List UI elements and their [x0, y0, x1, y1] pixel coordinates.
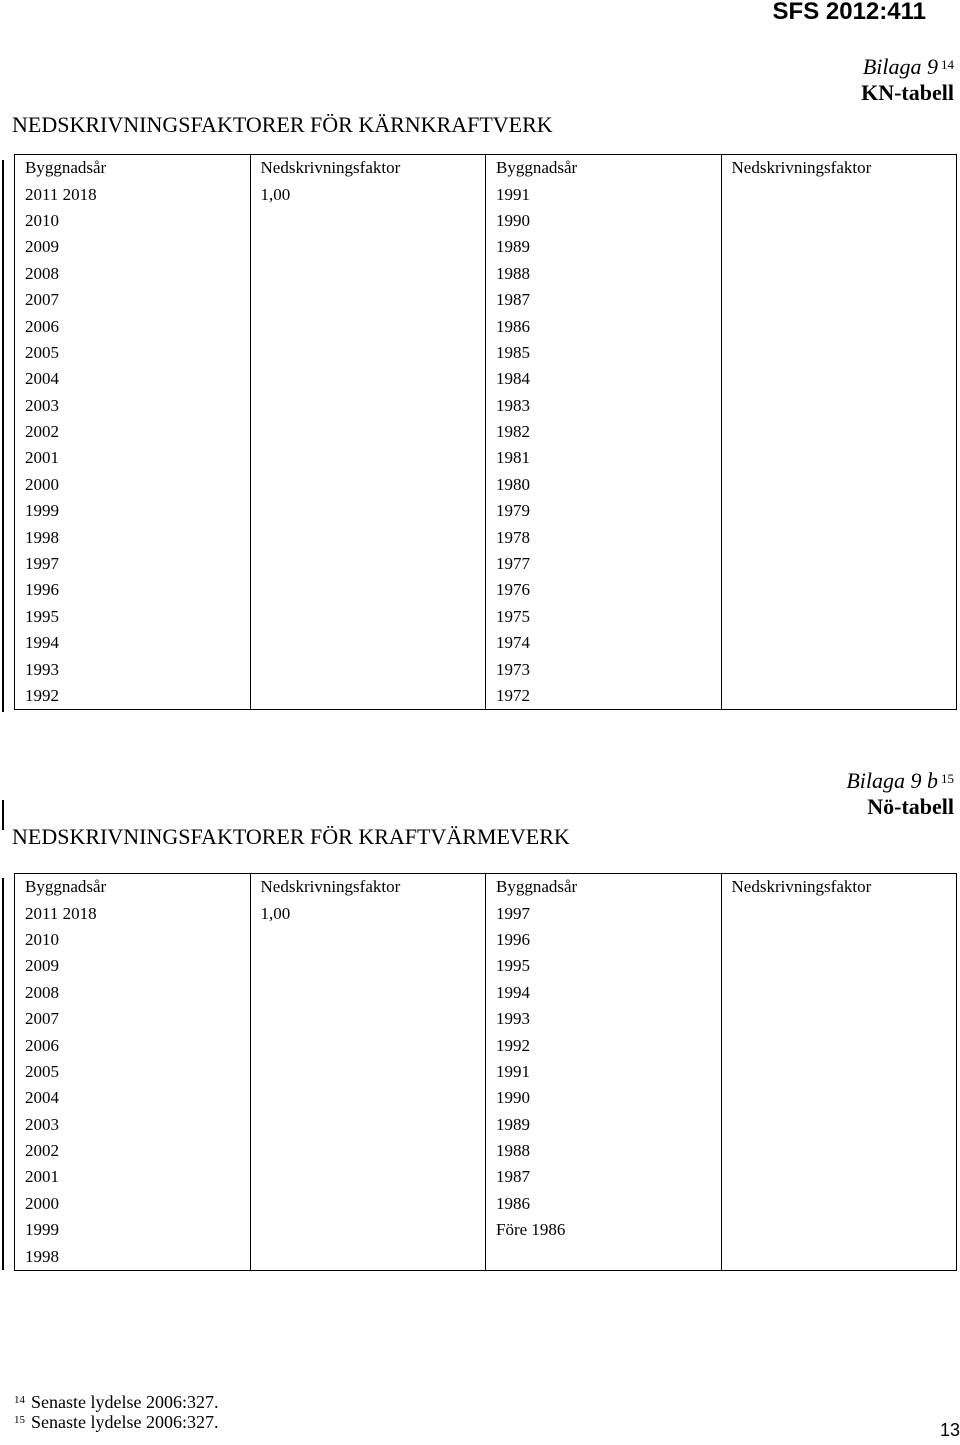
table-cell: 1991	[486, 1059, 722, 1085]
table-cell	[721, 181, 957, 207]
table-cell: 1,00	[250, 181, 486, 207]
table-cell	[486, 1243, 722, 1270]
table-cell: 1990	[486, 208, 722, 234]
table-row	[15, 1243, 957, 1270]
table-cell: 1977	[486, 551, 722, 577]
table-cell: 1988	[486, 1138, 722, 1164]
table-cell: 2001	[15, 1164, 251, 1190]
table-cell: 1976	[486, 577, 722, 603]
table-row	[15, 340, 957, 366]
table-cell: 2005	[15, 340, 251, 366]
table-row	[15, 1006, 957, 1032]
table-cell: 1987	[486, 1164, 722, 1190]
table-cell: 1995	[15, 604, 251, 630]
table-cell: 2009	[15, 234, 251, 260]
table-cell	[721, 900, 957, 926]
sfs-number: SFS 2012:411	[772, 0, 926, 25]
table-cell	[250, 287, 486, 313]
table-row	[15, 1164, 957, 1190]
table-cell: 2000	[15, 1191, 251, 1217]
table-row	[15, 1138, 957, 1164]
table-cell	[250, 927, 486, 953]
table-cell: 2007	[15, 287, 251, 313]
table-cell	[721, 577, 957, 603]
table-cell: 2009	[15, 953, 251, 979]
section-heading-karnkraftverk: NEDSKRIVNINGSFAKTORER FÖR KÄRNKRAFTVERK	[12, 112, 553, 137]
table-cell	[721, 630, 957, 656]
table-header-row	[15, 874, 957, 901]
table-cell: 2001	[15, 445, 251, 471]
table-cell	[721, 498, 957, 524]
footnote-ref: 15	[941, 771, 954, 786]
appendix-label-9b	[846, 768, 954, 820]
table-cell	[250, 1243, 486, 1270]
table-row	[15, 1191, 957, 1217]
table-cell: 1994	[486, 980, 722, 1006]
table-cell	[721, 1164, 957, 1190]
column-header: Byggnadsår	[486, 155, 722, 182]
table-cell: 1,00	[250, 900, 486, 926]
table-cell	[250, 419, 486, 445]
table-cell	[721, 927, 957, 953]
table-cell: 2005	[15, 1059, 251, 1085]
table-cell	[250, 261, 486, 287]
table-cell: 1997	[15, 551, 251, 577]
column-header: Byggnadsår	[486, 874, 722, 901]
appendix-title: Bilaga 9 b	[846, 768, 938, 793]
table-cell	[250, 1059, 486, 1085]
table-cell: 1975	[486, 604, 722, 630]
table-cell	[250, 445, 486, 471]
table-cell: 1986	[486, 313, 722, 339]
footnote-text: Senaste lydelse 2006:327.	[31, 1392, 219, 1412]
table-cell: 1993	[486, 1006, 722, 1032]
table-name: KN-tabell	[861, 80, 954, 105]
table-cell	[250, 1217, 486, 1243]
column-header: Byggnadsår	[15, 874, 251, 901]
table-cell	[250, 980, 486, 1006]
footnote-number: 14	[14, 1394, 25, 1406]
table-name: Nö-tabell	[867, 794, 954, 819]
appendix-title: Bilaga 9	[862, 54, 938, 79]
table-cell: 2002	[15, 419, 251, 445]
table-cell: 2010	[15, 927, 251, 953]
table-cell	[721, 551, 957, 577]
table-cell: 1993	[15, 656, 251, 682]
table-cell: 1989	[486, 1112, 722, 1138]
table-cell: 2008	[15, 980, 251, 1006]
table-cell	[721, 393, 957, 419]
table-cell	[721, 1032, 957, 1058]
table-cell: 1985	[486, 340, 722, 366]
table-cell: 1991	[486, 181, 722, 207]
table-row	[15, 234, 957, 260]
table-cell: 1999	[15, 498, 251, 524]
table-cell: 1998	[15, 1243, 251, 1270]
footnote-number: 15	[14, 1414, 25, 1426]
table-cell	[250, 393, 486, 419]
table-row	[15, 577, 957, 603]
table-row	[15, 498, 957, 524]
table-cell	[250, 683, 486, 710]
table-cell: 1992	[486, 1032, 722, 1058]
page-number: 13	[939, 1420, 960, 1440]
column-header: Nedskrivningsfaktor	[721, 155, 957, 182]
table-cell	[721, 366, 957, 392]
table-row	[15, 1217, 957, 1243]
footnote-text: Senaste lydelse 2006:327.	[31, 1412, 219, 1432]
table-cell	[721, 1112, 957, 1138]
table-row	[15, 524, 957, 550]
table-cell: 2003	[15, 1112, 251, 1138]
table-cell	[250, 577, 486, 603]
table-cell: 1995	[486, 953, 722, 979]
table-cell	[250, 656, 486, 682]
table-cell	[721, 340, 957, 366]
table-cell	[721, 287, 957, 313]
footnote-14	[14, 1392, 218, 1412]
table-cell: 1972	[486, 683, 722, 710]
table-cell: 1984	[486, 366, 722, 392]
table-cell	[721, 208, 957, 234]
table-cell	[721, 1191, 957, 1217]
table-cell	[250, 1112, 486, 1138]
column-header: Nedskrivningsfaktor	[250, 874, 486, 901]
column-header: Nedskrivningsfaktor	[721, 874, 957, 901]
table-cell	[721, 980, 957, 1006]
table-cell: 2004	[15, 366, 251, 392]
table-cell	[250, 524, 486, 550]
table-cell	[721, 1006, 957, 1032]
table-cell: 1987	[486, 287, 722, 313]
kn-table	[14, 154, 957, 710]
table-cell	[250, 1032, 486, 1058]
table-cell: 2008	[15, 261, 251, 287]
table-cell: 1974	[486, 630, 722, 656]
table-cell: 2006	[15, 313, 251, 339]
table-cell	[721, 472, 957, 498]
table-cell	[721, 261, 957, 287]
table-cell: 1988	[486, 261, 722, 287]
table-cell: 2010	[15, 208, 251, 234]
table-row	[15, 445, 957, 471]
table-cell: 1992	[15, 683, 251, 710]
table-cell	[721, 683, 957, 710]
table-cell	[721, 604, 957, 630]
table-row	[15, 683, 957, 710]
table-row	[15, 953, 957, 979]
table-cell	[250, 551, 486, 577]
table-cell	[721, 656, 957, 682]
table-cell: 1973	[486, 656, 722, 682]
table-row	[15, 551, 957, 577]
table-cell	[250, 1085, 486, 1111]
table-row	[15, 472, 957, 498]
table-row	[15, 208, 957, 234]
table-row	[15, 287, 957, 313]
table-cell: 1994	[15, 630, 251, 656]
table-cell	[250, 313, 486, 339]
table-cell: 1978	[486, 524, 722, 550]
table-cell	[721, 1217, 957, 1243]
table-cell	[721, 1138, 957, 1164]
table-cell	[250, 1138, 486, 1164]
table-cell: 1996	[486, 927, 722, 953]
table-cell: 1979	[486, 498, 722, 524]
table-row	[15, 1059, 957, 1085]
table-cell: 1981	[486, 445, 722, 471]
table-cell: 1980	[486, 472, 722, 498]
table-row	[15, 604, 957, 630]
table-row	[15, 419, 957, 445]
table-cell	[721, 313, 957, 339]
table-header-row	[15, 155, 957, 182]
table-cell: 1997	[486, 900, 722, 926]
table-cell	[250, 234, 486, 260]
table-cell	[250, 498, 486, 524]
table-cell	[250, 1006, 486, 1032]
footnote-15	[14, 1412, 218, 1432]
table-cell	[721, 419, 957, 445]
table-row	[15, 630, 957, 656]
column-header: Byggnadsår	[15, 155, 251, 182]
table-cell: 1999	[15, 1217, 251, 1243]
table-cell: 2007	[15, 1006, 251, 1032]
table-cell: 1990	[486, 1085, 722, 1111]
table-cell	[721, 524, 957, 550]
table-cell	[250, 630, 486, 656]
table-row	[15, 1032, 957, 1058]
table-cell	[250, 604, 486, 630]
table-row	[15, 1112, 957, 1138]
footnote-ref: 14	[941, 57, 954, 72]
table-cell	[721, 1243, 957, 1270]
table-cell: 2006	[15, 1032, 251, 1058]
section-heading-kraftvarmeverk: NEDSKRIVNINGSFAKTORER FÖR KRAFTVÄRMEVERK	[12, 824, 570, 849]
table-cell	[250, 472, 486, 498]
table-row	[15, 980, 957, 1006]
table-cell: 2011 2018	[15, 181, 251, 207]
table-row	[15, 366, 957, 392]
table-cell: 1986	[486, 1191, 722, 1217]
table-row	[15, 656, 957, 682]
table-cell: 1982	[486, 419, 722, 445]
table-row	[15, 900, 957, 926]
table-cell	[721, 953, 957, 979]
footnotes	[14, 1392, 218, 1432]
table-cell: 2003	[15, 393, 251, 419]
table-cell	[250, 208, 486, 234]
table-cell	[250, 340, 486, 366]
table-cell: 1989	[486, 234, 722, 260]
table-row	[15, 927, 957, 953]
table-cell: Före 1986	[486, 1217, 722, 1243]
revision-bar	[2, 878, 4, 1270]
table-cell: 1983	[486, 393, 722, 419]
table-cell: 1996	[15, 577, 251, 603]
table-cell	[721, 1059, 957, 1085]
table-cell	[250, 366, 486, 392]
column-header: Nedskrivningsfaktor	[250, 155, 486, 182]
no-table	[14, 873, 957, 1271]
table-cell: 2000	[15, 472, 251, 498]
table-cell	[250, 953, 486, 979]
table-cell	[721, 234, 957, 260]
table-cell: 1998	[15, 524, 251, 550]
revision-bar	[2, 160, 4, 712]
appendix-label-9	[861, 54, 954, 106]
table-row	[15, 181, 957, 207]
table-cell	[721, 445, 957, 471]
table-cell: 2002	[15, 1138, 251, 1164]
table-cell	[250, 1191, 486, 1217]
table-row	[15, 261, 957, 287]
table-cell	[721, 1085, 957, 1111]
revision-bar	[2, 800, 4, 830]
table-row	[15, 393, 957, 419]
table-cell: 2004	[15, 1085, 251, 1111]
table-cell	[250, 1164, 486, 1190]
table-cell: 2011 2018	[15, 900, 251, 926]
table-row	[15, 1085, 957, 1111]
table-row	[15, 313, 957, 339]
